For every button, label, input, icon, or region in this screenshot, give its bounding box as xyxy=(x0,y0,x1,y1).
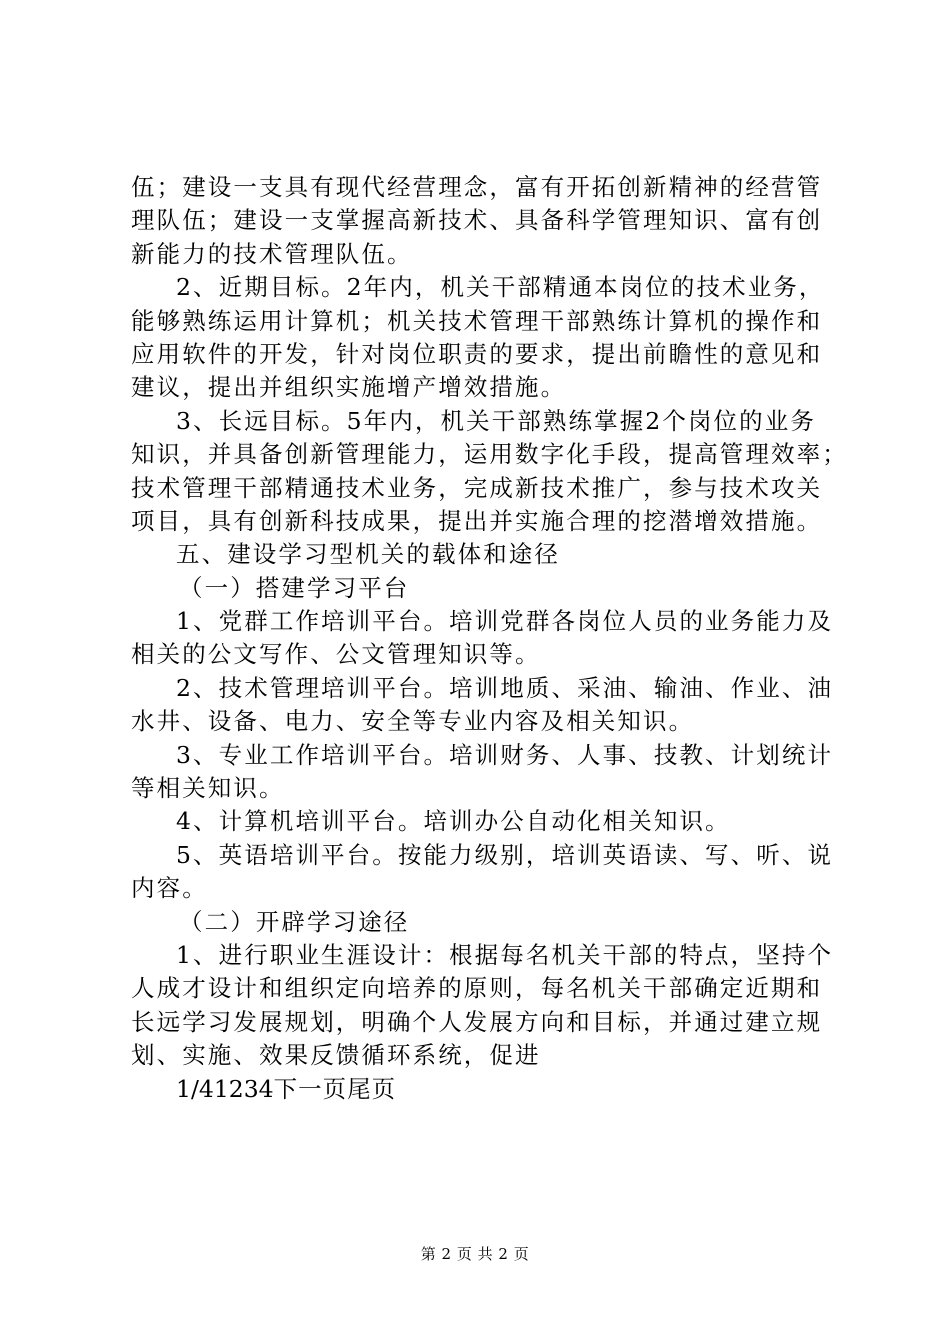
paragraph-line: 技术管理干部精通技术业务，完成新技术推广，参与技术攻关 xyxy=(131,473,823,502)
paragraph-line: 长远学习发展规划，明确个人发展方向和目标，并通过建立规 xyxy=(131,1007,823,1036)
paragraph-line: 4、计算机培训平台。培训办公自动化相关知识。 xyxy=(176,807,731,836)
paragraph-line: 1、党群工作培训平台。培训党群各岗位人员的业务能力及 xyxy=(176,607,834,636)
paragraph-line: 建议，提出并组织实施增产增效措施。 xyxy=(131,373,567,402)
paragraph-line: 新能力的技术管理队伍。 xyxy=(131,239,413,268)
paragraph-line: 水井、设备、电力、安全等专业内容及相关知识。 xyxy=(131,707,695,736)
paragraph-line: 划、实施、效果反馈循环系统，促进 xyxy=(131,1041,541,1070)
last-page-link[interactable]: 尾页 xyxy=(347,1074,397,1103)
subsection-heading: （一）搭建学习平台 xyxy=(179,573,410,602)
paragraph-line: 3、长远目标。5年内，机关干部熟练掌握2个岗位的业务 xyxy=(176,406,816,435)
paragraph-line: 5、英语培训平台。按能力级别，培训英语读、写、听、说 xyxy=(176,840,834,869)
paragraph-line: 人成才设计和组织定向培养的原则，每名机关干部确定近期和 xyxy=(131,974,823,1003)
paragraph-line: 内容。 xyxy=(131,874,208,903)
document-body xyxy=(131,171,848,1106)
paragraph-line: 1、进行职业生涯设计：根据每名机关干部的特点，坚持个 xyxy=(176,940,834,969)
section-heading: 五、建设学习型机关的载体和途径 xyxy=(176,540,560,569)
paragraph-line: 项目，具有创新科技成果，提出并实施合理的挖潜增效措施。 xyxy=(131,506,823,535)
page-indicator: 1/41234 xyxy=(176,1074,274,1103)
paragraph-line: 3、专业工作培训平台。培训财务、人事、技教、计划统计 xyxy=(176,740,834,769)
paragraph-line: 知识，并具备创新管理能力，运用数字化手段，提高管理效率； xyxy=(131,440,848,469)
paragraph-line: 伍；建设一支具有现代经营理念，富有开拓创新精神的经营管 xyxy=(131,173,823,201)
paragraph-line: 等相关知识。 xyxy=(131,774,285,803)
paragraph-line: 相关的公文写作、公文管理知识等。 xyxy=(131,640,541,669)
subsection-heading: （二）开辟学习途径 xyxy=(179,907,410,936)
paragraph-line: 2、技术管理培训平台。培训地质、采油、输油、作业、油 xyxy=(176,673,834,702)
page-footer: 第 2 页 共 2 页 xyxy=(420,1245,530,1263)
paragraph-line: 理队伍；建设一支掌握高新技术、具备科学管理知识、富有创 xyxy=(131,206,823,235)
paragraph-line: 2、近期目标。2年内，机关干部精通本岗位的技术业务， xyxy=(176,273,825,302)
paragraph-line: 应用软件的开发，针对岗位职责的要求，提出前瞻性的意见和 xyxy=(131,339,823,368)
pagination xyxy=(131,1073,841,1106)
paragraph-line: 能够熟练运用计算机；机关技术管理干部熟练计算机的操作和 xyxy=(131,306,823,335)
next-page-link[interactable]: 下一页 xyxy=(273,1074,348,1103)
